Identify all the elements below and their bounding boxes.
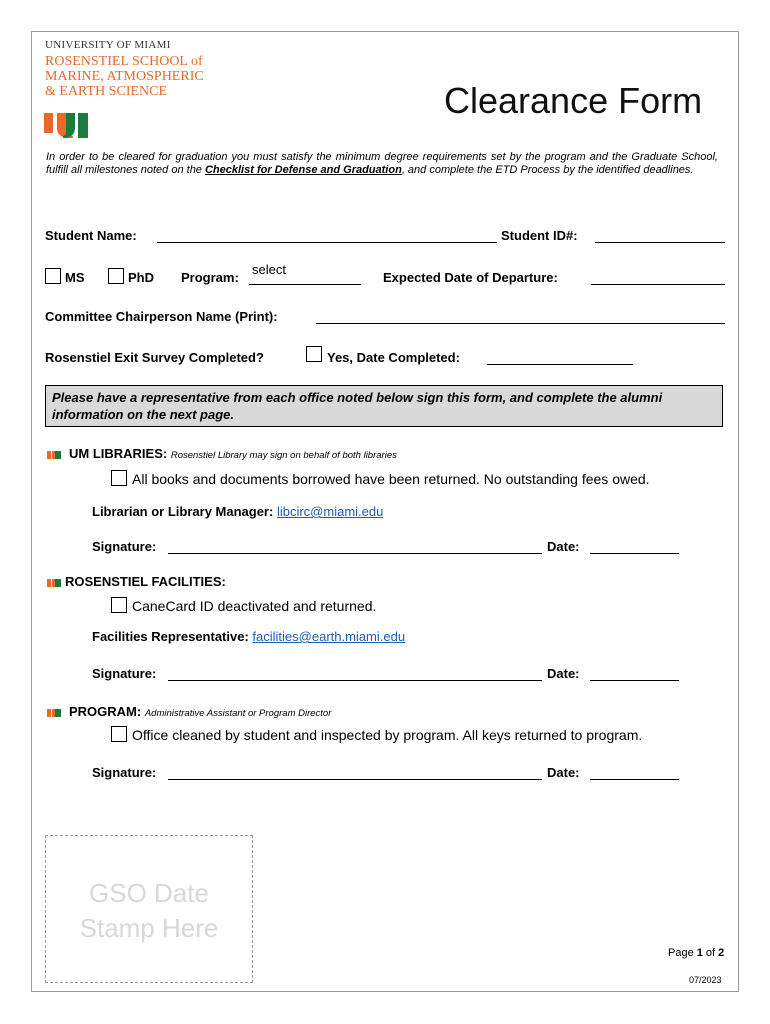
um-logo-icon	[44, 113, 88, 138]
librarian-label: Librarian or Library Manager: libcirc@miami.edu	[92, 504, 384, 519]
exit-survey-label: Rosenstiel Exit Survey Completed?	[45, 350, 264, 365]
libraries-signature-field[interactable]	[168, 539, 542, 554]
um-bullet-icon	[47, 579, 61, 587]
facilities-rep-label: Facilities Representative: facilities@earth.miami.edu	[92, 629, 406, 644]
page-total: 2	[718, 947, 725, 959]
page-of: of	[702, 947, 719, 959]
libraries-check-text: All books and documents borrowed have been returned. No outstanding fees owed.	[132, 471, 650, 487]
libraries-date-field[interactable]	[590, 539, 679, 554]
libraries-note: Rosenstiel Library may sign on behalf of both libraries	[170, 450, 397, 461]
university-name: UNIVERSITY OF MIAMI	[45, 39, 171, 51]
facilities-checkbox[interactable]	[111, 597, 127, 613]
school-line-1: ROSENSTIEL SCHOOL of	[45, 54, 203, 69]
chair-label: Committee Chairperson Name (Print):	[45, 309, 278, 324]
program-signature-label: Signature:	[92, 765, 157, 780]
page-title: Clearance Form	[444, 80, 703, 121]
um-bullet-icon	[47, 451, 61, 459]
facilities-rep-label-text: Facilities Representative	[92, 629, 245, 644]
facilities-date-label: Date:	[547, 666, 580, 681]
exit-survey-checkbox[interactable]	[306, 346, 322, 362]
librarian-label-text: Librarian or Library Manager	[92, 504, 269, 519]
student-name-field[interactable]	[157, 228, 497, 243]
instruction-banner: Please have a representative from each office noted below sign this form, and complete the alumni information on the next page.	[45, 385, 723, 427]
program-label: Program:	[181, 270, 239, 285]
school-line-2: MARINE, ATMOSPHERIC	[45, 69, 204, 84]
program-signature-field[interactable]	[168, 765, 542, 780]
exit-survey-date-field[interactable]	[487, 350, 633, 365]
exit-survey-yes-label: Yes, Date Completed:	[327, 350, 460, 365]
student-id-label: Student ID#:	[501, 228, 578, 243]
program-check-text: Office cleaned by student and inspected by program. All keys returned to program.	[132, 727, 643, 743]
facilities-signature-label: Signature:	[92, 666, 157, 681]
program-note: Administrative Assistant or Program Director	[144, 708, 332, 719]
phd-label: PhD	[128, 270, 154, 285]
page-number	[668, 947, 724, 959]
intro-paragraph	[46, 151, 718, 177]
program-date-label: Date:	[547, 765, 580, 780]
form-revision-date: 07/2023	[689, 975, 722, 985]
stamp-line-2: Stamp Here	[79, 913, 219, 943]
libraries-title: UM LIBRARIES:	[69, 446, 168, 461]
page-current: 1	[696, 947, 703, 959]
libraries-date-label: Date:	[547, 539, 580, 554]
libraries-heading	[47, 446, 397, 461]
gso-stamp-text	[45, 876, 253, 946]
program-heading	[47, 704, 331, 719]
ms-checkbox[interactable]	[45, 268, 61, 284]
ms-label: MS	[65, 270, 85, 285]
student-id-field[interactable]	[595, 228, 725, 243]
stamp-line-1: GSO Date	[89, 878, 209, 908]
school-name	[45, 54, 204, 99]
student-name-label: Student Name:	[45, 228, 137, 243]
facilities-title: ROSENSTIEL FACILITIES:	[65, 574, 226, 589]
intro-text-2: , and complete the ETD Process by the identified deadlines.	[401, 164, 694, 176]
program-date-field[interactable]	[590, 765, 679, 780]
facilities-check-text: CaneCard ID deactivated and returned.	[132, 598, 377, 614]
program-title: PROGRAM:	[69, 704, 142, 719]
facilities-signature-field[interactable]	[168, 666, 542, 681]
school-line-3: & EARTH SCIENCE	[45, 84, 168, 99]
libraries-email-link[interactable]: libcirc@miami.edu	[276, 504, 384, 519]
phd-checkbox[interactable]	[108, 268, 124, 284]
facilities-email-link[interactable]: facilities@earth.miami.edu	[252, 629, 406, 644]
facilities-heading	[47, 574, 226, 589]
page-prefix: Page	[668, 947, 697, 959]
program-checkbox[interactable]	[111, 726, 127, 742]
um-bullet-icon	[47, 709, 61, 717]
departure-label: Expected Date of Departure:	[383, 270, 558, 285]
libraries-signature-label: Signature:	[92, 539, 157, 554]
libraries-checkbox[interactable]	[111, 470, 127, 486]
chair-name-field[interactable]	[316, 309, 725, 324]
checklist-link[interactable]: Checklist for Defense and Graduation	[204, 164, 402, 176]
program-select-value: select	[252, 262, 286, 277]
facilities-date-field[interactable]	[590, 666, 679, 681]
intro-text-1: In order to be cleared for graduation you must satisfy the minimum degree requirements set by the program and the Graduate School, fulfill all milestones noted on the	[46, 151, 718, 176]
departure-date-field[interactable]	[591, 270, 725, 285]
